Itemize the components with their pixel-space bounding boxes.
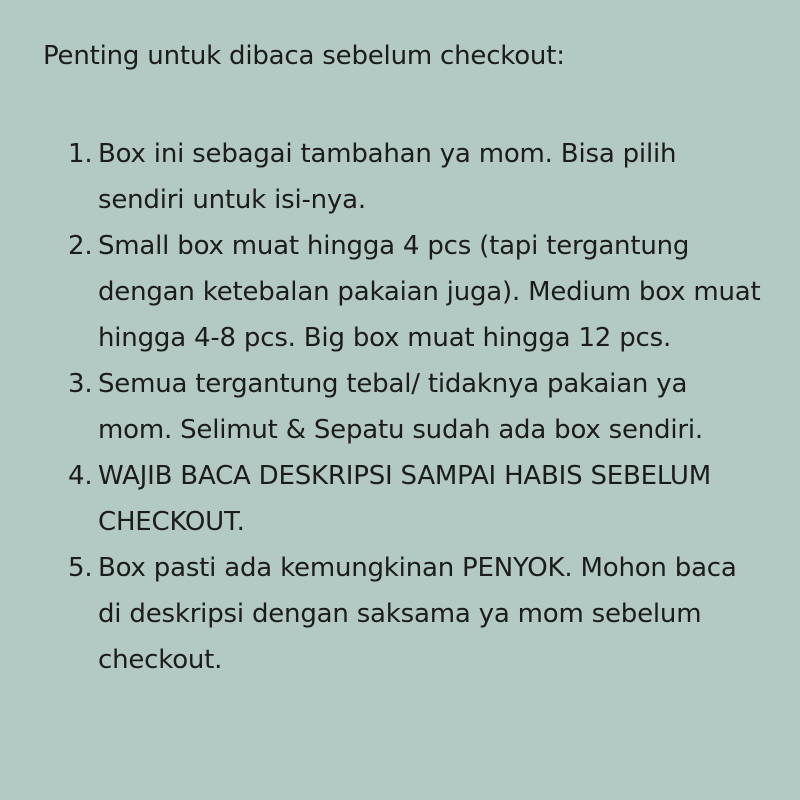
list-item-number: 3.: [68, 369, 93, 399]
list-item-text: Small box muat hingga 4 pcs (tapi tergantung dengan ketebalan pakaian juga). Medium box muat hingga 4-8 pcs. Big box muat hingga 12 pcs.: [98, 231, 761, 353]
list-item-number: 4.: [68, 461, 93, 491]
list-item-number: 5.: [68, 553, 93, 583]
list-item-5: [43, 545, 764, 683]
list-item-text: Semua tergantung tebal/ tidaknya pakaian ya mom. Selimut & Sepatu sudah ada box sendiri.: [98, 369, 703, 445]
list-item-2: [43, 223, 764, 361]
list-item-number: 2.: [68, 231, 93, 261]
list-item-1: [43, 131, 764, 223]
page-title: Penting untuk dibaca sebelum checkout:: [43, 41, 565, 71]
list-item-number: 1.: [68, 139, 93, 169]
instructions-list: [43, 131, 764, 683]
list-item-text: Box ini sebagai tambahan ya mom. Bisa pilih sendiri untuk isi-nya.: [98, 139, 677, 215]
list-item-text: Box pasti ada kemungkinan PENYOK. Mohon baca di deskripsi dengan saksama ya mom sebelum checkout.: [98, 553, 737, 675]
list-item-3: [43, 361, 764, 453]
list-item-text: WAJIB BACA DESKRIPSI SAMPAI HABIS SEBELUM CHECKOUT.: [98, 461, 711, 537]
list-item-4: [43, 453, 764, 545]
